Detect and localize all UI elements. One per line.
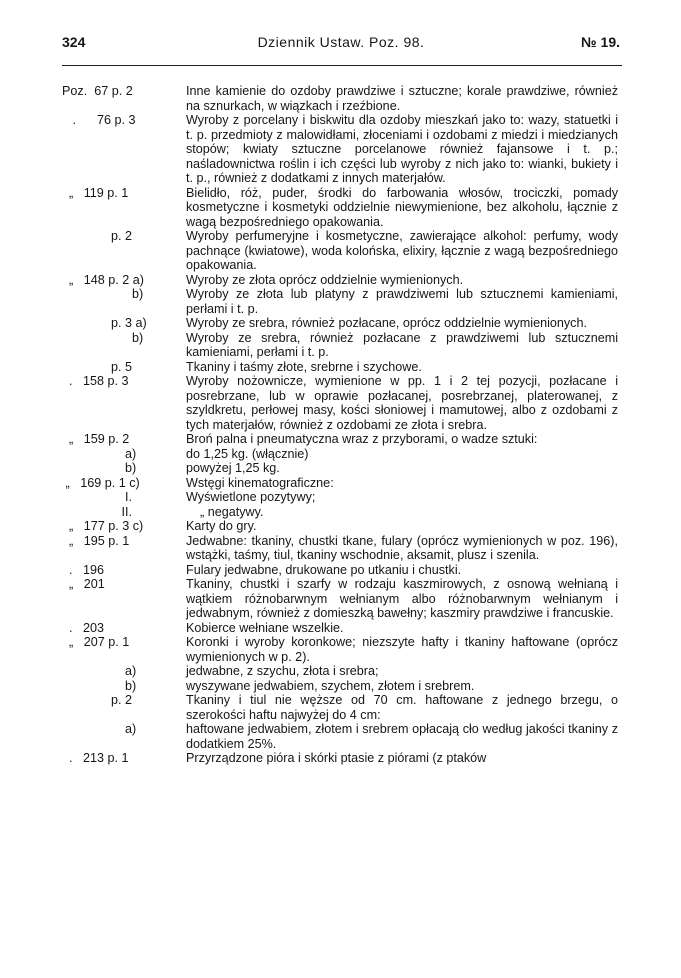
position-label: I. xyxy=(62,490,132,504)
tariff-entry xyxy=(62,722,622,751)
tariff-entry xyxy=(62,679,622,694)
entry-description: jedwabne, z szychu, złota i srebra; xyxy=(186,664,379,678)
entry-description: do 1,25 kg. (włącznie) xyxy=(186,446,309,461)
position-label: „ 169 p. 1 c) xyxy=(62,475,140,490)
entry-description: Wyroby ze srebra, również pozłacane, oprócz oddzielnie wymienionych. xyxy=(186,316,587,330)
tariff-entry xyxy=(62,186,622,230)
header-rule xyxy=(62,65,622,66)
tariff-entry xyxy=(62,84,622,113)
tariff-entry xyxy=(62,505,622,520)
position-label: . 213 p. 1 xyxy=(62,751,129,765)
entry-description: Fulary jedwabne, drukowane po utkaniu i chustki. xyxy=(186,562,462,577)
position-label: a) xyxy=(62,446,137,461)
position-label: „ 119 p. 1 xyxy=(62,185,129,200)
tariff-entry xyxy=(62,621,622,636)
entry-description: Wyroby ze złota oprócz oddzielnie wymienionych. xyxy=(186,272,464,287)
entry-description: Wyroby nożownicze, wymienione w pp. 1 i 2 tej pozycji, pozłacane i posrebrzane, lub w oprawie pozłacanej, posrebrzanej, platerowanej, z szyldkretu, perłowej masy, kości słoniowej i mamutowej, albo z ozdobami z tych materjałów, również z ozdobami ze złota i srebra. xyxy=(186,374,618,432)
position-label: Poz. 67 p. 2 xyxy=(62,84,133,98)
tariff-entry xyxy=(62,751,622,766)
tariff-entry xyxy=(62,664,622,679)
tariff-entry xyxy=(62,374,622,432)
tariff-entry xyxy=(62,693,622,722)
position-label: „ 148 p. 2 a) xyxy=(62,272,144,287)
entry-description: Kobierce wełniane wszelkie. xyxy=(186,620,344,635)
tariff-entry xyxy=(62,432,622,447)
position-label: b) xyxy=(62,287,144,301)
position-label: II. xyxy=(62,504,132,519)
entry-description: Wstęgi kinematograficzne: xyxy=(186,475,334,490)
tariff-entry xyxy=(62,461,622,476)
position-label: p. 2 xyxy=(62,693,132,707)
entry-description: Broń palna i pneumatyczna wraz z przyborami, o wadze sztuki: xyxy=(186,432,538,446)
entry-description: powyżej 1,25 kg. xyxy=(186,461,280,475)
tariff-entry xyxy=(62,635,622,664)
entry-description: Bielidło, róż, puder, środki do farbowania włosów, trociczki, pomady kosmetyczne i kosmetyki oddzielnie niewymienione, bez alkoholu, łącznie z wagą bezpośredniego opakowania. xyxy=(186,185,618,229)
position-label: b) xyxy=(62,330,144,345)
entry-description: Koronki i wyroby koronkowe; niezszyte hafty i tkaniny haftowane (oprócz wymienionych w p. 2). xyxy=(186,635,618,664)
tariff-entry xyxy=(62,229,622,273)
entry-description: Tkaniny i tiul nie węższe od 70 cm. haftowane z jednego brzegu, o szerokości haftu najwyżej do 4 cm: xyxy=(186,693,618,722)
position-label: a) xyxy=(62,664,137,678)
tariff-list xyxy=(62,84,622,766)
entry-description: Wyświetlone pozytywy; xyxy=(186,490,316,504)
entry-description: Inne kamienie do ozdoby prawdziwe i sztuczne; korale prawdziwe, również na sznurkach, w wiązkach i rzeźbione. xyxy=(186,84,618,113)
entry-description: Wyroby ze srebra, również pozłacane z prawdziwemi lub sztucznemi kamieniami, perłami i t. p. xyxy=(186,330,618,359)
tariff-entry xyxy=(62,316,622,331)
position-label: „ 177 p. 3 c) xyxy=(62,519,144,533)
entry-description: Tkaniny, chustki i szarfy w rodzaju kaszmirowych, z osnową wełnianą i wątkiem różnobarwnym wełnianym albo różnobarwnym wełnianym i jedwabnym, również z domieszką bawełny; kaszmiry prawdziwe i francuskie. xyxy=(186,577,618,620)
position-label: . 158 p. 3 xyxy=(62,374,129,388)
journal-title: Dziennik Ustaw. Poz. 98. xyxy=(257,34,425,50)
position-label: „ 201 xyxy=(62,577,105,591)
tariff-entry xyxy=(62,476,622,491)
page-number: 324 xyxy=(62,34,86,50)
tariff-entry xyxy=(62,519,622,534)
tariff-entry xyxy=(62,331,622,360)
entry-description: Wyroby ze złota lub platyny z prawdziwemi lub sztucznemi kamieniami, perłami i t. p. xyxy=(186,287,618,316)
entry-description: „ negatywy. xyxy=(200,504,264,519)
position-label: . 76 p. 3 xyxy=(62,113,136,127)
tariff-entry xyxy=(62,447,622,462)
position-label: „ 207 p. 1 xyxy=(62,635,130,649)
position-label: . 196 xyxy=(62,562,105,577)
position-label: „ 159 p. 2 xyxy=(62,432,130,446)
entry-description: wyszywane jedwabiem, szychem, złotem i srebrem. xyxy=(186,678,475,693)
page-header xyxy=(62,34,620,58)
tariff-entry xyxy=(62,577,622,621)
entry-description: Tkaniny i taśmy złote, srebrne i szychowe. xyxy=(186,359,422,374)
position-label: b) xyxy=(62,678,137,693)
position-label: a) xyxy=(62,722,137,736)
entry-description: Wyroby z porcelany i biskwitu dla ozdoby mieszkań jako to: wazy, statuetki i t. p. przedmioty z malowidłami, złoceniami i ozdobami z miedzi i miedzianych stopów; kwiaty sztuczne porcelanowe również fajansowe i t. p.; naśladownictwa roślin i ich części lub wyroby z nich jako to: wianki, bukiety i t. p., również z dodatkami z innych materjałów. xyxy=(186,113,618,185)
issue-number: № 19. xyxy=(581,34,620,50)
entry-description: haftowane jedwabiem, złotem i srebrem opłacają cło według jakości tkaniny z dodatkiem 25%. xyxy=(186,722,618,751)
position-label: p. 3 a) xyxy=(62,316,147,330)
tariff-entry xyxy=(62,273,622,288)
tariff-entry xyxy=(62,113,622,186)
tariff-entry xyxy=(62,287,622,316)
position-label: „ 195 p. 1 xyxy=(62,533,130,548)
entry-description: Jedwabne: tkaniny, chustki tkane, fulary (oprócz wymienionych w poz. 196), wstążki, taśmy, tiul, tkaniny wschodnie, aksamit, plusz i szenila. xyxy=(186,533,618,562)
position-label: p. 2 xyxy=(62,229,132,243)
entry-description: Wyroby perfumeryjne i kosmetyczne, zawierające alkohol: perfumy, wody pachnące (kwiatowe), woda kolońska, elixiry, łącznie z wagą bezpośredniego opakowania. xyxy=(186,229,618,272)
tariff-entry xyxy=(62,534,622,563)
tariff-entry xyxy=(62,360,622,375)
position-label: p. 5 xyxy=(62,359,132,374)
tariff-entry xyxy=(62,563,622,578)
position-label: b) xyxy=(62,461,137,475)
entry-description: Przyrządzone pióra i skórki ptasie z piórami (z ptaków xyxy=(186,751,487,765)
position-label: . 203 xyxy=(62,620,105,635)
entry-description: Karty do gry. xyxy=(186,519,257,533)
tariff-entry xyxy=(62,490,622,505)
